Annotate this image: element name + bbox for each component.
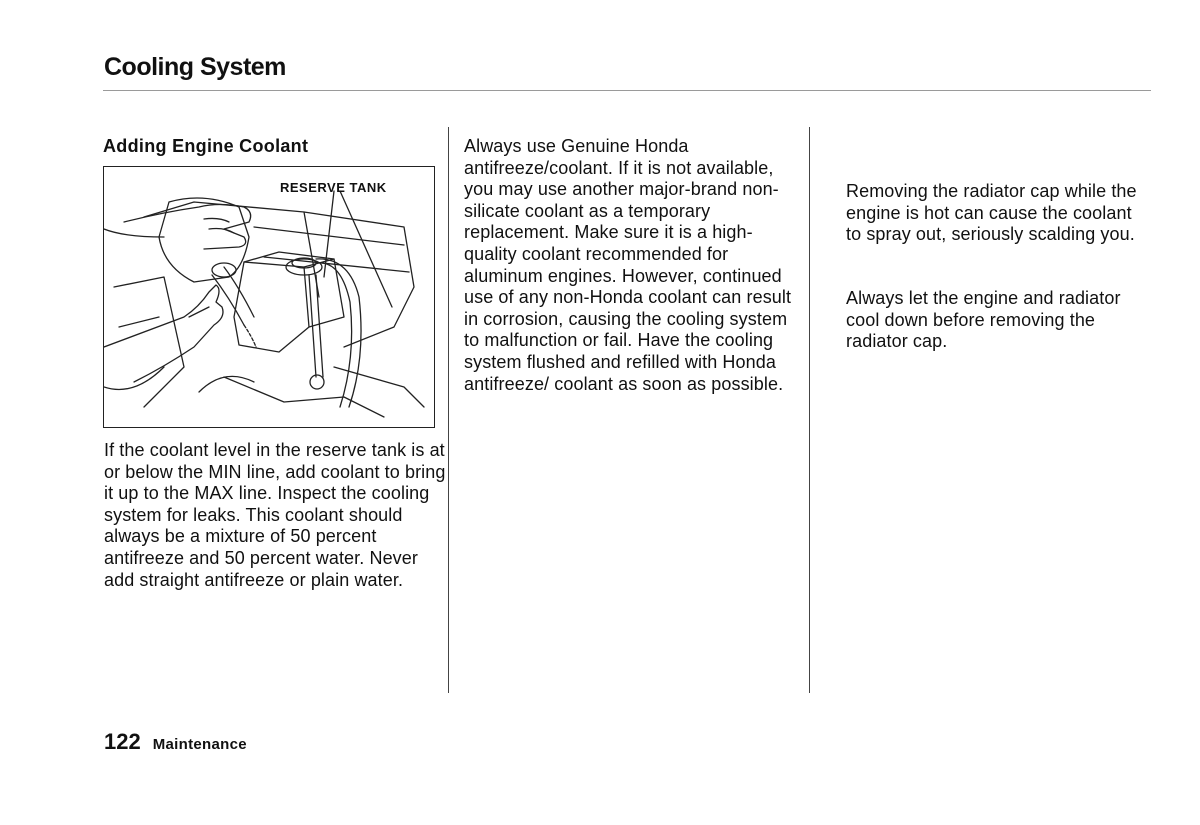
page-footer — [104, 729, 247, 755]
column-divider-left — [448, 127, 449, 693]
illustration-drawing — [104, 167, 434, 427]
reserve-tank-label: RESERVE TANK — [280, 180, 387, 195]
page-title: Cooling System — [104, 53, 286, 81]
radiator-cap-warning: Removing the radiator cap while the engine is hot can cause the coolant to spray out, seriously scalding you. — [846, 181, 1137, 245]
section-heading: Adding Engine Coolant — [103, 136, 309, 156]
honda-antifreeze-paragraph: Always use Genuine Honda antifreeze/coolant. If it is not available, you may use another major-brand non-silicate coolant as a temporary replacement. Make sure it is a high-quality coolant recommended for aluminum engines. However, continued use of any non-Honda coolant can result in corrosion, causing the cooling system to malfunction or fail. Have the cooling system flushed and refilled with Honda antifreeze/ coolant as soon as possible. — [464, 136, 792, 394]
title-divider — [103, 90, 1151, 91]
coolant-level-paragraph: If the coolant level in the reserve tank is at or below the MIN line, add coolant to bring it up to the MAX line. Inspect the cooling system for leaks. This coolant should always be a mixture of 50 percent antifreeze and 50 percent water. Never add straight antifreeze or plain water. — [104, 440, 446, 590]
cool-down-warning: Always let the engine and radiator cool down before removing the radiator cap. — [846, 288, 1121, 352]
page-number: 122 — [104, 729, 141, 754]
footer-section-name: Maintenance — [152, 736, 247, 753]
column-divider-right — [809, 127, 810, 693]
reserve-tank-illustration — [103, 166, 435, 428]
